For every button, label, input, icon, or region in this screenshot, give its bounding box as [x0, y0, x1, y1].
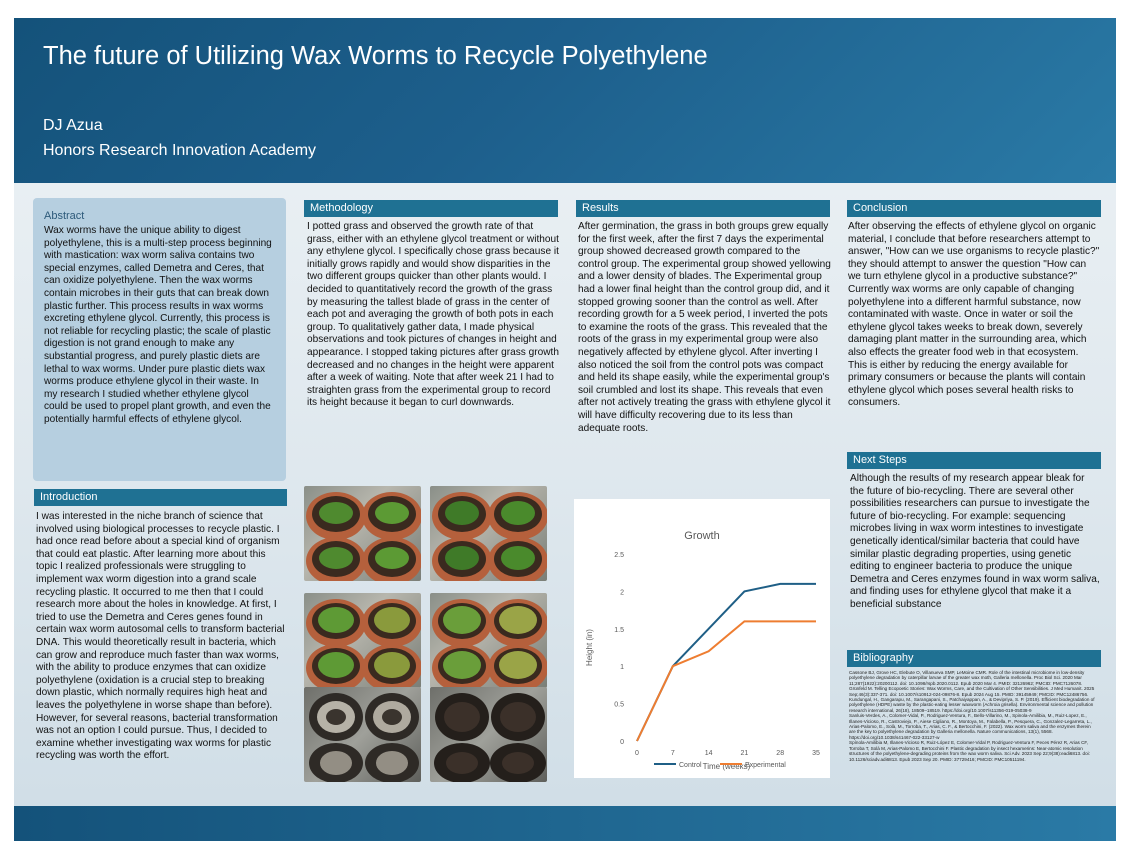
x-tick-label: 28 — [776, 750, 785, 757]
bibliography-header: Bibliography — [847, 650, 1101, 667]
introduction-text: I was interested in the niche branch of science that involved using biological processes to recycle plastic. I had once read before about a special kind of organism that could eat plastic. After learning more about this topic I realized professionals were struggling to implement wax worm digestion into a grand scale recycling plastic. It occurred to me then that I could research more about the holes in knowledge. At first, I tried to use the Demetra and Ceres genes found in certain wax worm autosomal cells to transform bacterial DNA. This would theoretically result in bacteria, which can grow and reproduce much faster than wax worms, with the ability to produce enzymes that can oxidize polyethylene (oxidation is a crucial step to breaking down plastic, which normally requires high heat and leaves the polyethylene in worse shape than before). However, for several reasons, bacterial transformation was not an option I could pursue. Thus, I decided to examine whether investigating wax worms for plastic recycling was worth the effort. — [36, 511, 285, 762]
bibliography-entry: Kundungal, H., Gangarapu, M., Sarangapani, S., Patchaiyappan, A., & Devipriya, S. P. (2019). Efficient biodegradation of polyethylene (HDPE) waste by the plastic-eating lesser waxworm (Achroia grisella). Environmental science and pollution research international, 26(18), 18509–18519. https://doi.org/10.1007/s11356-019-05038-9 — [849, 697, 1095, 713]
x-tick-label: 0 — [635, 750, 639, 757]
title-banner — [14, 18, 1116, 183]
growth-chart-svg — [574, 499, 830, 778]
x-axis-label: Time (weeks) — [702, 762, 751, 771]
next-steps-text: Although the results of my research appear bleak for the future of bio-recycling. There are several other possibilities researchers can pursue to investigate the future of bio-recycling. For example: sequencing microbes living in wax worm intestines to investigate genetically identical/similar bacteria that could have similar plastic degrading properties, using genetic editing to engineer bacteria to produce the unique Demetra and Ceres enzymes found in wax worm saliva, and finding uses for ethylene glycol that make it a beneficial substance — [850, 473, 1100, 610]
methodology-text: I potted grass and observed the growth rate of that grass, either with an ethylene glycol treatment or without any ethylene glycol. I specifically chose grass because it initially grows rapidly and would show disparities in the two different groups quicker than other plants would. I decided to quantitatively record the growth of the grass by measuring the tallest blade of grass in the center of each pot and averaging the growth of both pots in each group. To qualitatively gather data, I made physical observations and took pictures of changes in height and appearance. I stopped taking pictures after grass growth decreased and no changes in the height were apparent after a week of waiting. Note that after week 21 I had to straighten grass from the experimental group to record its height because it began to curl downwards. — [307, 221, 559, 409]
series-line-control — [637, 584, 816, 741]
legend-label-experimental: Experimental — [745, 762, 786, 769]
bibliography-list — [849, 670, 1095, 762]
organization-name: Honors Research Innovation Academy — [43, 142, 317, 159]
next-steps-header: Next Steps — [847, 452, 1101, 469]
y-tick-label: 0.5 — [614, 701, 624, 709]
chart-title: Growth — [684, 530, 720, 542]
results-text: After germination, the grass in both groups grew equally for the first week, after the first 7 days the experimental group showed decreased growth compared to the control group. The experimental group showed yellowing and a lower density of blades. The Experimental group had a lower final height than the control group did, and it stopped growing sooner than the control as well. After recording growth for a 5 week period, I inverted the pots to examine the roots of the grass. This revealed that the roots of the grass in my experimental group were also negatively affected by ethylene glycol. After inverting I also noticed the soil from the control pots was compact and held its shape easily, while the experimental group's soil crumbled and lost its shape. This reveals that even after not actively treating the grass with ethylene glycol it will have difficulty recovering due to its less than adequate roots. — [578, 221, 831, 434]
inverted-soil-roots-photo — [430, 687, 547, 782]
y-tick-label: 1.5 — [614, 626, 624, 634]
abstract-box — [33, 198, 286, 481]
poster — [14, 18, 1116, 841]
bibliography-entry: Grünfeld M. Telling Ecopoetic Stories: Wax Worms, Care, and the Cultivation of Other Sensibilities. J Med Humanit. 2025 Sep;46(3):337-371. doi: 10.1007/s10912-024-09876-8. Epub 2024 Aug 15. PMID: 39145949; PMCID: PMC12486756. — [849, 686, 1095, 697]
grass-pots-week-photo — [304, 593, 421, 688]
grass-pots-late-photo — [430, 593, 547, 688]
grass-pots-experimental-photo — [430, 486, 547, 581]
bibliography-entry: Cassone BJ, Grove HC, Elebute O, Villanueva SMP, LeMoine CMR. Role of the intestinal microbiome in low-density polyethylene degradation by caterpillar larvae of the greater wax moth, Galleria mellonella. Proc Biol Sci. 2020 Mar 11;287(1922):20200112. doi: 10.1098/rspb.2020.0112. Epub 2020 Mar 4. PMID: 32126962; PMCID: PMC7126078. — [849, 670, 1085, 686]
abstract-text: Wax worms have the unique ability to digest polyethylene, this is a multi-step process beginning with mastication: wax worm saliva contains two special enzymes, called Demetra and Ceres, that can oxidize polyethylene. Then the wax worms contain microbes in their guts that can break down plastic further. This process results in wax worms excreting ethylene glycol. Currently, this process is not reliable for recycling plastic; the scale of plastic digestion is not grand enough to make any substantial progress, and purely plastic diets are lethal to wax worms. Under pure plastic diets wax worms produce ethylene glycol in their waste. In my research I studied whether ethylene glycol could be used to propel plant growth, and even the potentially harmful effects of ethylene glycol. — [44, 225, 272, 425]
x-tick-label: 7 — [670, 750, 675, 757]
author-name: DJ Azua — [43, 117, 103, 134]
conclusion-text: After observing the effects of ethylene glycol on organic material, I conclude that before researchers attempt to answer, "How can we use organisms to recycle plastic?" they should attempt to answer the question "How can we turn ethylene glycol in a productive substance?" Currently wax worms are only capable of changing polyethylene into a different harmful substance, now contaminated with waste. Once in water or soil the ethylene glycol takes weeks to break down, severely damaging plant matter in the surrounding area, which also effects the greater food web in that ecosystem. This is either by reducing the energy available for primary consumers or because the plants will contain ethylene glycol which poses several health risks to consumers. — [848, 221, 1100, 409]
grass-pots-control-photo — [304, 486, 421, 581]
y-tick-label: 2 — [620, 589, 624, 597]
inverted-pot-roots-photo — [304, 687, 421, 782]
y-tick-label: 2.5 — [614, 552, 624, 559]
x-tick-label: 21 — [740, 750, 749, 757]
series-line-experimental — [637, 621, 816, 741]
conclusion-header: Conclusion — [847, 200, 1101, 217]
results-header: Results — [576, 200, 830, 217]
growth-chart — [574, 499, 830, 778]
x-tick-label: 14 — [704, 750, 713, 757]
x-tick-label: 35 — [812, 750, 820, 757]
methodology-header: Methodology — [304, 200, 558, 217]
y-tick-label: 1 — [620, 664, 624, 672]
y-axis-label: Height (in) — [585, 629, 594, 666]
bibliography-entry: Sanluis-Verdes, A., Colomer-Vidal, P., Rodriguez-Ventura, F., Bello-Villarino, M., Spinola-Amilibia, M., Ruiz-Lopez, E., Illanes-Vicioso, R., Castroviejo, P., Aiese Cigliano, R., Montoya, M., Falabella, P., Pesquera, C., Gonzalez-Legarreta, L., Arias-Palomo, E., Solà, M., Torroba, T., Arias, C. F., & Bertocchini, F. (2022). Wax worm saliva and the enzymes therein are the key to polyethylene degradation by Galleria mellonella. Nature communications, 13(1), 5568. https://doi.org/10.1038/s41467-022-33127-w — [849, 713, 1092, 740]
footer-bar — [14, 806, 1116, 841]
bibliography-entry: Spínola-Amilibia M, Illanes-Vicioso R, Ruiz-López E, Colomer-Vidal P, Rodriguez-Ventura F, Peces Pérez R, Arias CF, Torroba T, Solà M, Arias-Palomo E, Bertocchini F. Plastic degradation by insect hexamerins: Near-atomic resolution structures of the polyethylene-degrading proteins from the wax worm saliva. Sci Adv. 2023 Sep 22;9(38):eadi6813. doi: 10.1126/sciadv.adi6813. Epub 2023 Sep 20. PMID: 37729416; PMCID: PMC10511194. — [849, 740, 1090, 762]
abstract-heading: Abstract — [44, 210, 85, 222]
y-tick-label: 0 — [620, 739, 624, 746]
poster-title: The future of Utilizing Wax Worms to Recycle Polyethylene — [43, 42, 708, 70]
introduction-header: Introduction — [34, 489, 287, 506]
legend-label-control: Control — [679, 762, 702, 769]
